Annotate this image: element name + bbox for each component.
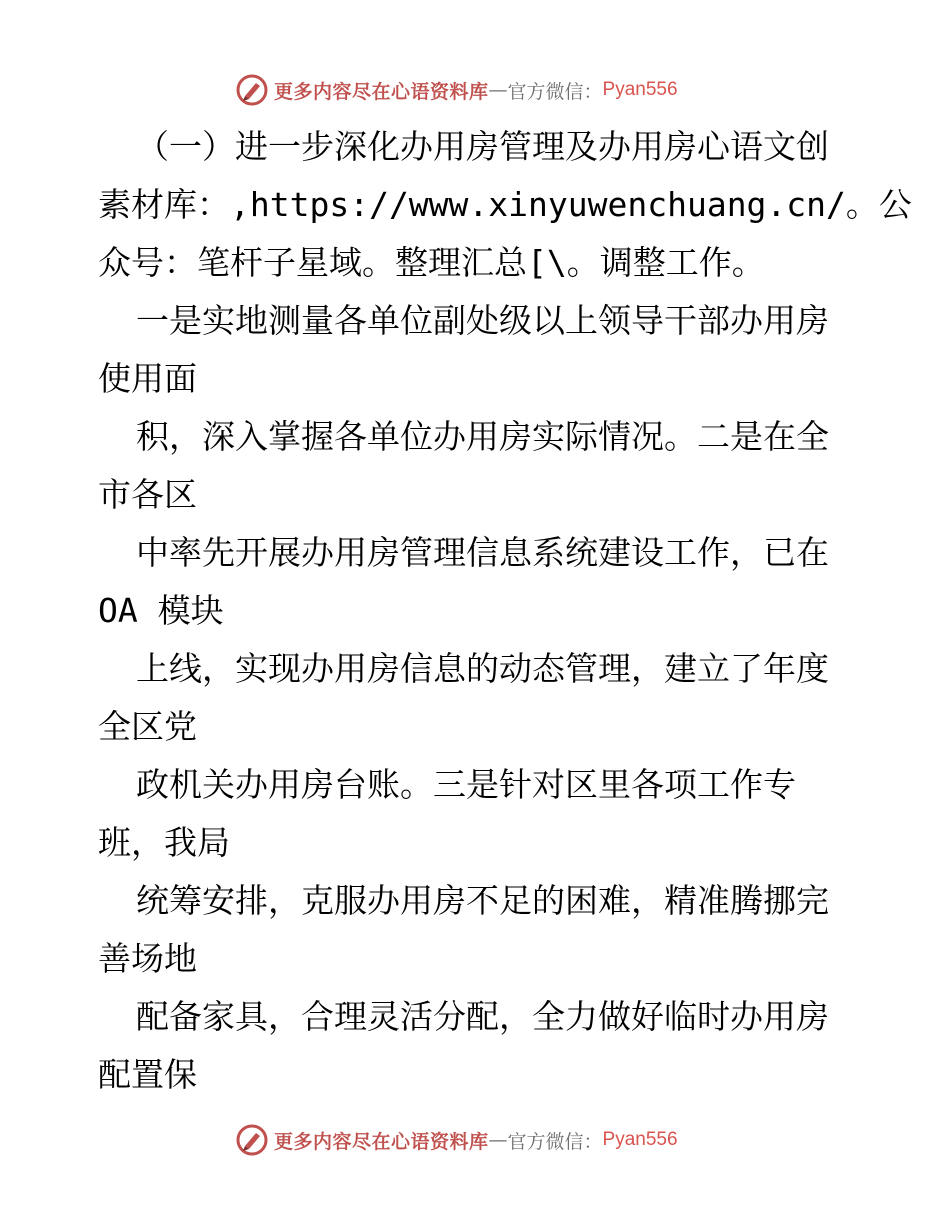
text-line: 一是实地测量各单位副处级以上领导干部办用房 — [136, 301, 829, 340]
footer-banner — [236, 1122, 678, 1158]
banner-wechat-label: 官方微信： — [507, 1130, 603, 1153]
text-line: 配置保 — [98, 1055, 197, 1094]
banner-brand-text: 更多内容尽在心语资料库 — [274, 80, 489, 103]
text-line: 统筹安排，克服办用房不足的困难，精准腾挪完 — [136, 881, 829, 920]
text-line: 政机关办用房台账。三是针对区里各项工作专 — [136, 765, 796, 804]
text-line: 中率先开展办用房管理信息系统建设工作，已在 — [136, 533, 829, 572]
banner-wechat-id: Pyan556 — [602, 1129, 678, 1150]
text-line: （一）进一步深化办用房管理及办用房心语文创 — [136, 127, 829, 166]
text-line: 市各区 — [98, 475, 197, 514]
text-line: 全区党 — [98, 707, 197, 746]
text-line: 众号：笔杆子星域。整理汇总[\。调整工作。 — [98, 243, 765, 282]
text-line: OA 模块 — [98, 591, 224, 630]
banner-separator: — — [488, 1129, 508, 1151]
text-line: 班，我局 — [98, 823, 230, 862]
text-line: 善场地 — [98, 939, 197, 978]
pen-logo-icon — [236, 74, 268, 106]
banner-brand-text: 更多内容尽在心语资料库 — [274, 1130, 489, 1153]
text-line: 使用面 — [98, 359, 197, 398]
pen-logo-icon — [236, 1124, 268, 1156]
document-body — [98, 118, 912, 1104]
text-line: 积，深入掌握各单位办用房实际情况。二是在全 — [136, 417, 829, 456]
banner-separator: — — [488, 79, 508, 101]
banner-wechat-label: 官方微信： — [507, 80, 603, 103]
text-line: 上线，实现办用房信息的动态管理，建立了年度 — [136, 649, 829, 688]
banner-wechat-id: Pyan556 — [602, 79, 678, 100]
header-banner — [236, 72, 678, 108]
text-line: 素材库：,https://www.xinyuwenchuang.cn/。公 — [98, 185, 912, 224]
text-line: 配备家具，合理灵活分配，全力做好临时办用房 — [136, 997, 829, 1036]
